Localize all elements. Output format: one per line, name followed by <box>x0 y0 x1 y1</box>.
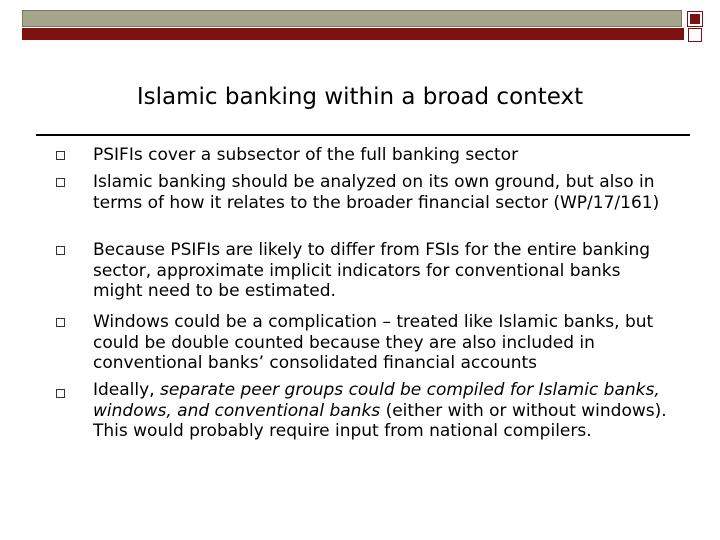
square-bullet-icon <box>56 318 65 327</box>
bullet-5-prefix: Ideally, <box>93 380 160 400</box>
corner-square-outline <box>688 28 702 42</box>
bullet-5-emphasis: separate peer groups could be compiled for Islamic banks, windows, and conventional banks <box>93 380 660 421</box>
title-divider <box>36 134 690 136</box>
header-bar-red <box>22 28 684 40</box>
square-bullet-icon <box>56 389 65 398</box>
bullet-item-3: Because PSIFIs are likely to differ from FSIs for the entire banking sector, approximate implicit indicators for conventional banks might need to be estimated. <box>93 240 651 302</box>
bullet-item-2: Islamic banking should be analyzed on its own ground, but also in terms of how it relates to the broader financial sector (WP/17/161) <box>93 172 660 213</box>
bullet-item-5 <box>93 380 668 442</box>
bullet-item-4: Windows could be a complication – treated like Islamic banks, but could be double counted because they are also included in conventional banks’ consolidated financial accounts <box>93 312 654 374</box>
bullet-5-suffix: (either with or without windows). This would probably require input from national compilers. <box>93 400 667 442</box>
square-bullet-icon <box>56 178 65 187</box>
corner-square-filled <box>688 12 702 26</box>
slide-title: Islamic banking within a broad context <box>136 84 584 110</box>
bullet-item-1: PSIFIs cover a subsector of the full banking sector <box>93 145 519 165</box>
square-bullet-icon <box>56 246 65 255</box>
header-bar-olive <box>22 10 682 27</box>
square-bullet-icon <box>56 151 65 160</box>
